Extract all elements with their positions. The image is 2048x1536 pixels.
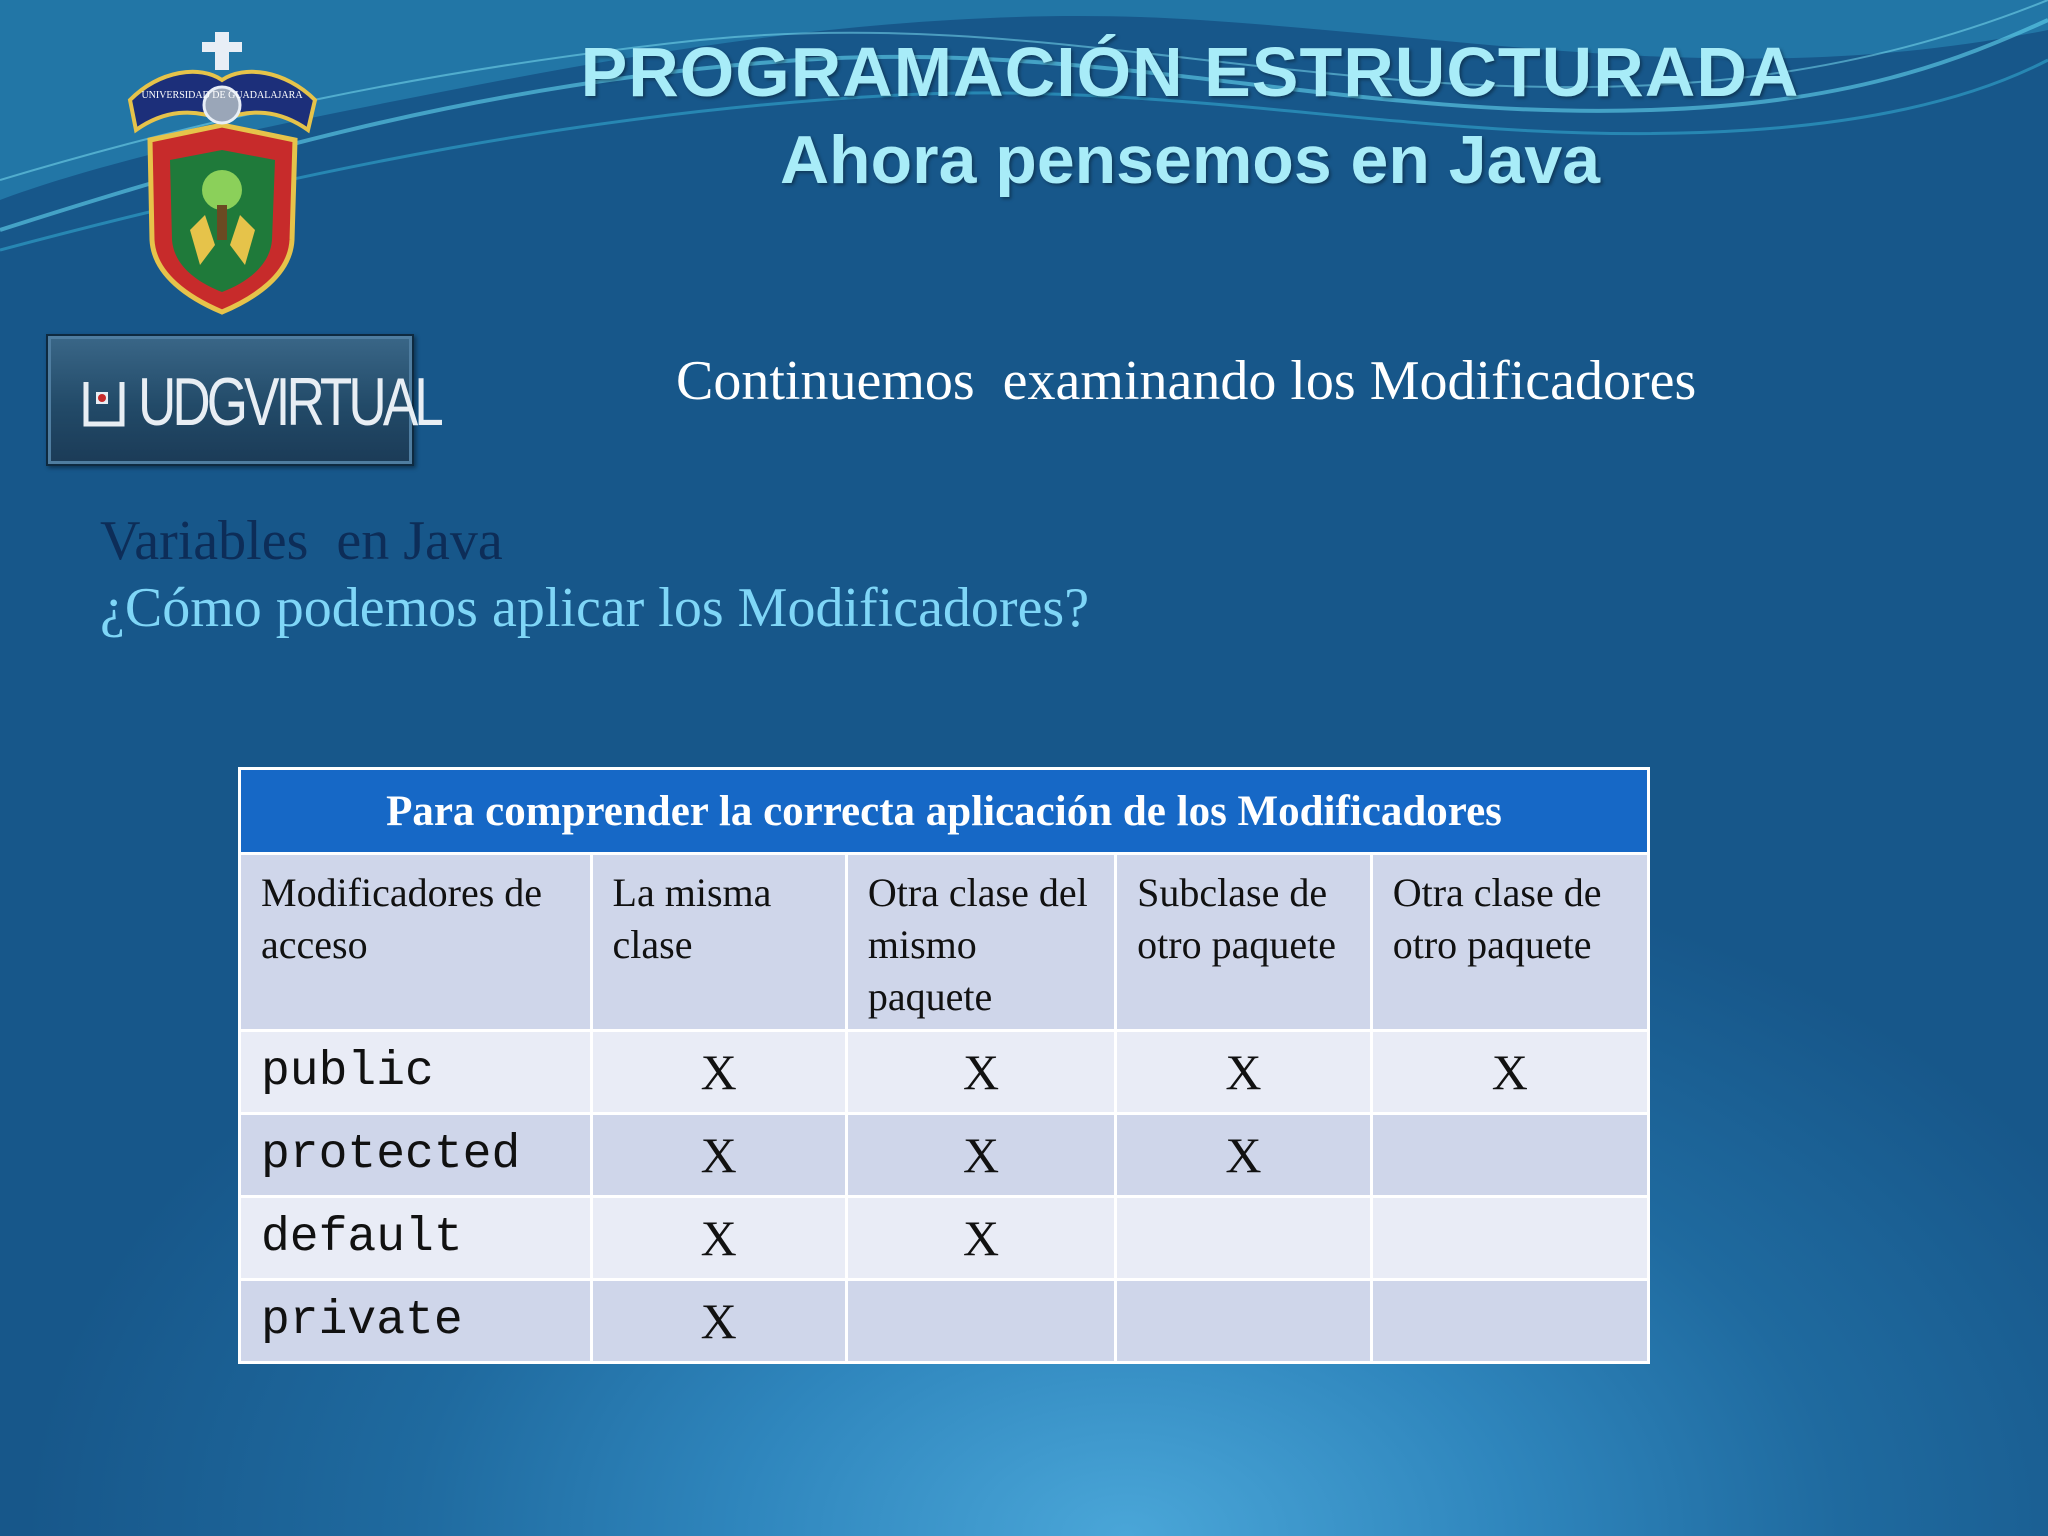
table-row bbox=[240, 1114, 1649, 1197]
access-cell bbox=[1116, 1197, 1372, 1280]
modifier-name: private bbox=[240, 1280, 592, 1363]
table-row bbox=[240, 1197, 1649, 1280]
slide-subtitle: Ahora pensemos en Java bbox=[779, 122, 1601, 198]
access-cell bbox=[1116, 1280, 1372, 1363]
access-cell bbox=[1371, 1114, 1648, 1197]
slide-title: PROGRAMACIÓN ESTRUCTURADA bbox=[580, 33, 1800, 111]
modifiers-table bbox=[238, 767, 1650, 1364]
university-crest-icon bbox=[120, 30, 325, 320]
access-cell: X bbox=[591, 1031, 846, 1114]
lead-text: Continuemos examinando los Modificadores bbox=[676, 350, 1697, 412]
access-cell: X bbox=[591, 1197, 846, 1280]
table-row bbox=[240, 1031, 1649, 1114]
section-heading: Variables en Java bbox=[100, 510, 503, 572]
modifier-name: public bbox=[240, 1031, 592, 1114]
udg-logo-mark-icon bbox=[82, 376, 126, 428]
header-modifiers: Modificadores de acceso bbox=[240, 854, 592, 1031]
crest-text: UNIVERSIDAD DE GUADALAJARA bbox=[141, 90, 303, 101]
header-same-class: La misma clase bbox=[591, 854, 846, 1031]
access-cell: X bbox=[591, 1114, 846, 1197]
access-cell bbox=[1371, 1197, 1648, 1280]
udg-logo-text: UDGVIRTUAL bbox=[138, 364, 440, 440]
access-cell bbox=[846, 1280, 1115, 1363]
table-caption: Para comprender la correcta aplicación de los Modificadores bbox=[240, 769, 1649, 854]
access-cell: X bbox=[846, 1114, 1115, 1197]
access-cell: X bbox=[846, 1031, 1115, 1114]
section-question: ¿Cómo podemos aplicar los Modificadores? bbox=[100, 577, 1090, 639]
access-cell: X bbox=[591, 1280, 846, 1363]
udgvirtual-logo bbox=[46, 334, 440, 466]
modifier-name: protected bbox=[240, 1114, 592, 1197]
access-cell: X bbox=[1116, 1031, 1372, 1114]
header-same-package: Otra clase del mismo paquete bbox=[846, 854, 1115, 1031]
access-cell: X bbox=[846, 1197, 1115, 1280]
table-row bbox=[240, 1280, 1649, 1363]
access-cell: X bbox=[1116, 1114, 1372, 1197]
modifier-name: default bbox=[240, 1197, 592, 1280]
header-subclass-other-package: Subclase de otro paquete bbox=[1116, 854, 1372, 1031]
access-cell: X bbox=[1371, 1031, 1648, 1114]
header-other-package: Otra clase de otro paquete bbox=[1371, 854, 1648, 1031]
access-cell bbox=[1371, 1280, 1648, 1363]
